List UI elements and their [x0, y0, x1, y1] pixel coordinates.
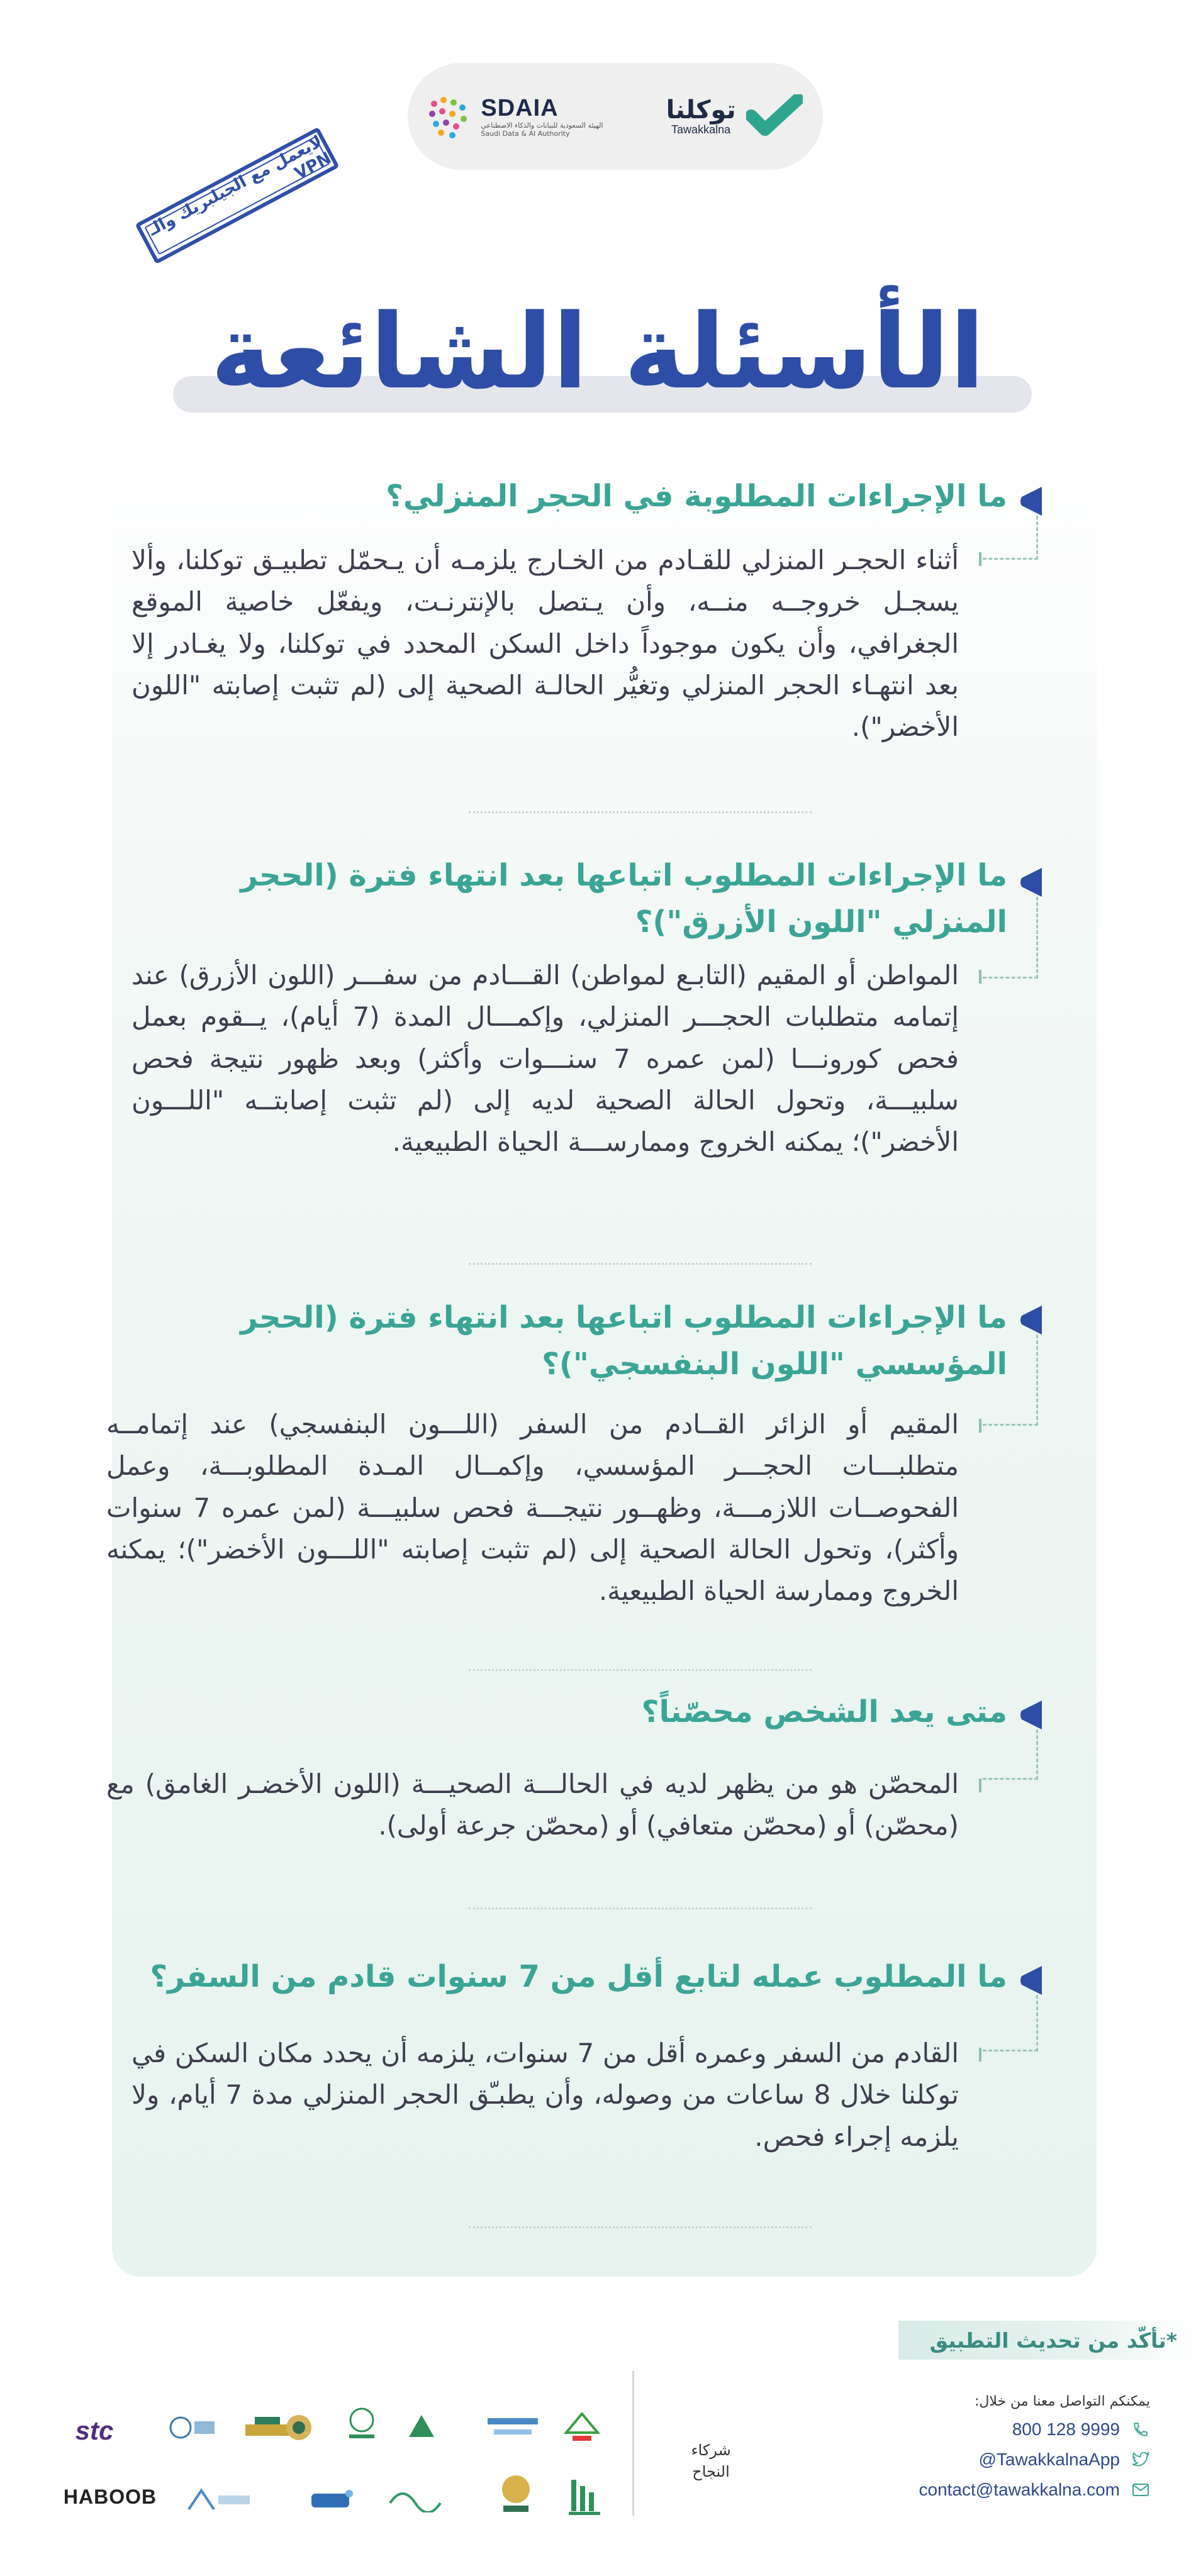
contact-twitter-row[interactable] [873, 2445, 1150, 2475]
partner-logo-6 [478, 2409, 547, 2446]
contact-twitter[interactable]: @TawakkalnaApp [978, 2450, 1120, 2469]
faq-tick [979, 1779, 981, 1792]
faq-tick [979, 2048, 981, 2062]
partner-logo-7 [557, 2406, 607, 2450]
contacts-label: يمكنكم التواصل معنا من خلال: [974, 2394, 1150, 2409]
header-logos [408, 63, 823, 170]
faq-separator [469, 1263, 812, 1265]
partner-logo-10 [381, 2478, 450, 2516]
tawakkalna-en: Tawakkalna [671, 123, 731, 136]
partner-logo-11 [488, 2468, 544, 2519]
page-title: الأسئلة الشائعة [210, 292, 985, 412]
twitter-icon [1131, 2450, 1150, 2469]
faq-answer-3: المقيم أو الزائر القــادم من السفر (اللـــون البنفسجي) عند إتمامــه متطلبـــات الحجـــر المؤسسي، وإكمــال المـدة المطلوبـــة، وعمل الفحوصــات اللازمـــة، وظهــور نتيجـــة فحص سلبيـــة (لمن عمره 7 سنوات وأكثر)، وتحول الحالة الصحية إلى (لم تثبت إصابته "اللـــون الأخضر")؛ يمكنه الخروج وممارسة الحياة الطبيعية. [106, 1409, 959, 1607]
stc-logo [69, 2415, 120, 2446]
stamp-text: لايعمل مع الجيلبريك والـ VPN [145, 131, 335, 240]
faq-marker-icon [1019, 1966, 1042, 1995]
stc-logo-text: stc [75, 2416, 114, 2445]
sdaia-dots-icon [428, 94, 472, 138]
faq-connector [983, 516, 1038, 560]
sdaia-title: SDAIA [481, 94, 559, 121]
contact-phone[interactable]: 800 128 9999 [1012, 2419, 1120, 2439]
faq-tick [979, 552, 981, 566]
faq-separator [469, 1669, 812, 1671]
faq-connector [983, 897, 1038, 979]
contact-email-row[interactable] [873, 2475, 1150, 2505]
faq-marker-icon [1019, 1701, 1042, 1729]
tawakkalna-logo [666, 94, 803, 138]
faq-marker-icon [1019, 868, 1042, 897]
partners-divider [632, 2371, 634, 2516]
faq-tick [979, 970, 981, 984]
tawakkalna-check-icon [746, 94, 803, 138]
faq-answer-2: المواطن أو المقيم (التابـع لمواطن) القـــادم من سفـــر (اللون الأزرق) عند إتمامه متطلبات الحجـــر المنزلي، وإكمـــال المدة (7 أيام)، يــقوم بعمل فحص كورونـــا (لمن عمره 7 سنـــوات وأكثر) وبعد ظهور نتيجة فحص سلبيـــة، وتحول الحالة الصحية لديه إلى (لم تثبت إصابتــه "اللـــون الأخضر")؛ يمكنه الخروج وممارســـة الحياة الطبيعية. [131, 960, 959, 1158]
no-jailbreak-vpn-stamp [135, 127, 339, 264]
sdaia-sub-en: Saudi Data & AI Authority [481, 129, 570, 138]
email-icon [1131, 2480, 1150, 2499]
faq-connector [983, 1335, 1038, 1426]
partners-label: شركاء النجاح [691, 2441, 731, 2480]
contact-phone-row[interactable] [873, 2414, 1150, 2445]
faq-separator [469, 2226, 812, 2228]
faq-separator [469, 811, 812, 813]
partner-logo-1 [160, 2409, 223, 2446]
faq-question-3: ما الإجراءات المطلوب اتباعها بعد انتهاء فترة (الحجر المؤسسي "اللون البنفسجي")؟ [240, 1300, 1007, 1382]
faq-marker-icon [1019, 1306, 1042, 1335]
sdaia-sub-ar: الهيئة السعودية للبيانات والذكاء الاصطناعي [481, 121, 603, 130]
update-app-banner [898, 2321, 1196, 2360]
faq-answer-5: القادم من السفر وعمره أقل من 7 سنوات، يلزمه أن يحدد مكان السكن في توكلنا خلال 8 ساعات من وصوله، وأن يطبـّق الحجر المنزلي مدة 7 أيام، ولا يلزمه إجراء فحص. [131, 2038, 959, 2152]
phone-icon [1131, 2420, 1150, 2439]
faq-separator [469, 1907, 812, 1909]
partner-logo-3 [277, 2409, 321, 2446]
faq-question-2: ما الإجراءات المطلوب اتباعها بعد انتهاء فترة (الحجر المنزلي "اللون الأزرق")؟ [240, 858, 1007, 940]
partner-logo-9 [302, 2481, 359, 2519]
faq-question-4: متى يعد الشخص محصّناً؟ [641, 1694, 1007, 1729]
faq-question-5: ما المطلوب عمله لتابع أقل من 7 سنوات قادم من السفر؟ [150, 1959, 1007, 1994]
contact-email[interactable]: contact@tawakkalna.com [919, 2480, 1120, 2499]
partner-logo-12 [563, 2475, 607, 2519]
haboob-logo [63, 2481, 157, 2512]
update-note: *تأكّد من تحديث التطبيق [929, 2328, 1177, 2353]
contacts-block [873, 2394, 1150, 2505]
partner-logo-5 [400, 2409, 444, 2446]
faq-connector [983, 1729, 1038, 1780]
partner-logo-4 [337, 2402, 387, 2446]
haboob-logo-text: HABOOB [63, 2485, 157, 2508]
tawakkalna-ar: توكلنا [666, 96, 736, 125]
faq-tick [979, 1419, 981, 1433]
faq-question-1: ما الإجراءات المطلوبة في الحجر المنزلي؟ [386, 479, 1007, 514]
faq-connector [983, 1995, 1038, 2051]
partner-logo-8 [176, 2481, 258, 2519]
faq-marker-icon [1019, 487, 1042, 516]
faq-answer-4: المحصّن هو من يظهر لديه في الحالـــة الصحيـــة (اللون الأخضـر الغامق) مع (محصّن) أو (محصّن متعافي) أو (محصّن جرعة أولى). [106, 1768, 959, 1841]
faq-answer-1: أثناء الحجـر المنزلي للقـادم من الخـارج يلزمـه أن يـحمّل تطبيـق توكلنا، وألا يسجـل خروجــه منــه، وأن يـتصل بالإنترنـت، ويفعّل خاصية الموقع الجغرافي، وأن يكون موجوداً داخل السكن المحدد في توكلنا، ولا يغـادر إلا بعد انتهـاء الحجر المنزلي وتغيُّر الحالـة الصحية إلى (لم تثبت إصابته "اللون الأخضر"). [131, 545, 959, 743]
sdaia-logo [428, 94, 603, 138]
